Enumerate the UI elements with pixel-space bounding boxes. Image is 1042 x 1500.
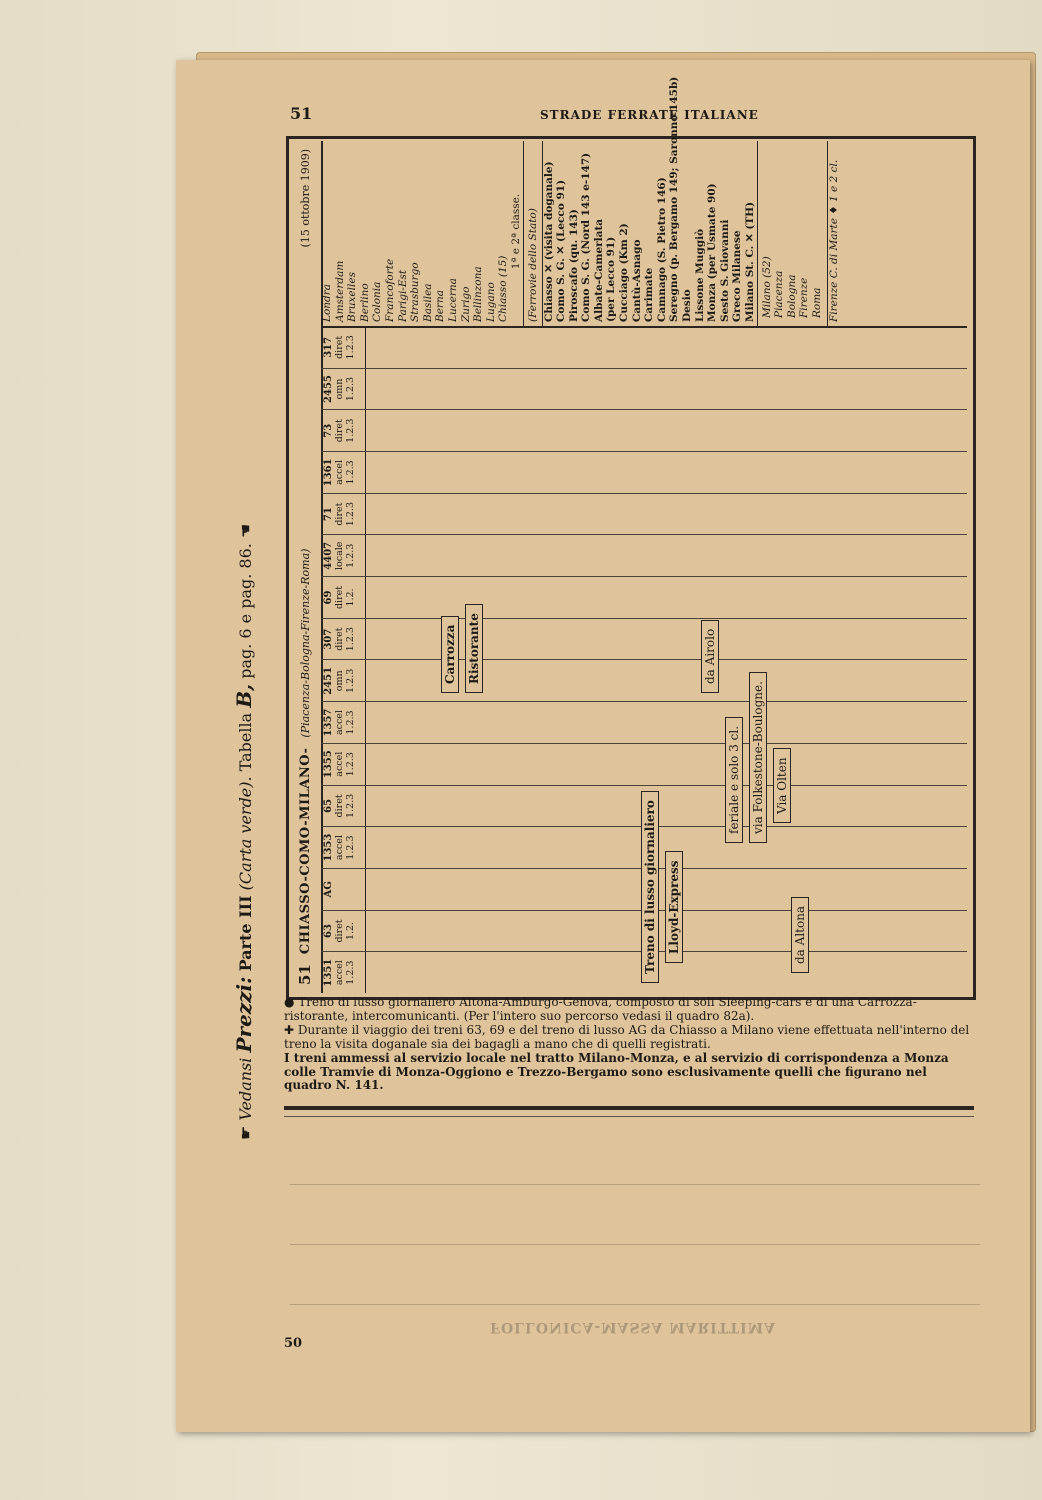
banner-ristorante: Ristorante [465, 604, 483, 693]
page-number-bottom: 50 [284, 1336, 303, 1351]
station-name: Strasburgo [409, 262, 422, 322]
station-name: Lucerna [446, 278, 459, 322]
page-ref: pag. 6 e pag. 86. [236, 543, 255, 679]
train-header: 1351 accel 1.2.3 [321, 951, 365, 993]
class-note: 1ª e 2ª classe. [509, 193, 522, 270]
station-name: Cantù-Asnago [630, 239, 643, 322]
station-name: Bellinzona [472, 266, 485, 322]
station-name: Piacenza [773, 270, 786, 318]
parte: Parte III [236, 895, 255, 972]
station-name: (per Lecco 91) [605, 236, 618, 322]
ghost-title: FOLLONICA-MASSA MARITTIMA [490, 1319, 776, 1335]
time-column [365, 409, 967, 451]
station-name: Bruxelles [346, 272, 359, 322]
time-column [365, 368, 967, 410]
note-feriale: feriale e solo 3 cl. [725, 717, 743, 843]
prezzi: Prezzi: [232, 976, 256, 1053]
station-name: Piroscafo (qu. 143) [567, 209, 580, 322]
train-header: 73 diret 1.2.3 [321, 409, 365, 451]
train-header: 1353 accel 1.2.3 [321, 826, 365, 868]
station-name: Carimate [643, 267, 656, 322]
note-airolo: da Airolo [701, 620, 719, 693]
station-name: Lissone Muggiò [693, 228, 706, 322]
station-name: Bologna [785, 274, 798, 318]
banner-lloyd: Lloyd-Express [665, 851, 683, 963]
footnotes [284, 996, 974, 1094]
station-name: Firenze [798, 277, 811, 318]
note-olten: Via Olten [773, 748, 791, 823]
onward-stations [757, 141, 828, 326]
time-column [365, 326, 967, 368]
station-name: Seregno (p. Bergamo 149; Saronno 145b) [668, 76, 681, 322]
station-name: Chiasso ✕ (visita doganale) [542, 161, 555, 322]
route-subtitle: (Piacenza-Bologna-Firenze-Roma) [298, 548, 312, 738]
train-header: 69 diret 1.2. [321, 576, 365, 618]
train-header: 71 diret 1.2.3 [321, 493, 365, 535]
train-header: 1361 accel 1.2.3 [321, 451, 365, 493]
station-name: Albate-Camerlata [592, 218, 605, 322]
note-3: I treni ammessi al servizio locale nel tratto Milano-Monza, e al servizio di corrispondenza a Monza colle Tramvie di Monza-Oggiono e Trezzo-Bergamo sono esclusivamente quelli che figurano nel quadro N. 141. [284, 1051, 949, 1092]
time-column [365, 451, 967, 493]
station-name: Berna [434, 290, 447, 322]
station-name: Berlino [358, 283, 371, 322]
station-name: Como S. G. (Nord 143 e-147) [580, 152, 593, 322]
tabella-b: B, [232, 683, 256, 708]
divider-thick [284, 1106, 974, 1110]
running-header: STRADE FERRATE ITALIANE [540, 108, 759, 122]
bleed-through-previous-page [290, 1125, 980, 1365]
station-name: Zurigo [459, 286, 472, 322]
note-1: ● Treno di lusso giornaliero Altona-Amburgo-Genova, composto di soli Sleeping-cars e di una Carrozza-ristorante, intercomunicanti. (Per l'intero suo percorso vedasi il quadro 82a). [284, 995, 917, 1023]
carta-verde: (Carta verde). [236, 776, 255, 891]
station-name: Lugano [484, 282, 497, 322]
times-grid [321, 326, 967, 993]
train-header: 63 diret 1.2. [321, 910, 365, 952]
note-altona: da Altona [791, 897, 809, 973]
station-name: Como S. G. ✕ (Lecco 91) [555, 179, 568, 322]
station-name: Chiasso (15) [497, 255, 510, 322]
station-name: Amsterdam [333, 260, 346, 322]
foreign-stations [321, 141, 510, 326]
note-2: ✚ Durante il viaggio dei treni 63, 69 e del treno di lusso AG da Chiasso a Milano viene effettuata nell'interno del treno la visita doganale sia dei bagagli a mano che di quelli registrati. [284, 1023, 970, 1051]
ghost-rule [290, 1184, 980, 1185]
train-header: 65 diret 1.2.3 [321, 785, 365, 827]
station-name: Sesto S. Giovanni [718, 219, 731, 322]
note-folkestone: via Folkestone-Boulogne. [749, 672, 767, 843]
section-title: (Ferrovie dello Stato) [523, 141, 543, 326]
train-header: 307 diret 1.2.3 [321, 618, 365, 660]
time-column [365, 785, 967, 827]
banner-treno-lusso: Treno di lusso giornaliero [641, 791, 659, 983]
page-number-top: 51 [290, 104, 313, 123]
station-name: Londra [321, 283, 333, 322]
station-name: Desio [681, 289, 694, 322]
table-number: 51 [296, 964, 314, 985]
station-name: Parigi-Est [396, 269, 409, 322]
station-name: Roma [810, 287, 823, 318]
time-column [365, 576, 967, 618]
banner-carrozza: Carrozza [441, 616, 459, 693]
train-header: AG [321, 868, 365, 910]
onward-note: Firenze C. di Marte ♦ 1 e 2 cl. [827, 159, 840, 322]
train-header: 2451 omn 1.2.3 [321, 660, 365, 702]
train-header: 1355 accel 1.2.3 [321, 743, 365, 785]
timetable-title-row [289, 141, 323, 993]
station-name: Greco Milanese [731, 230, 744, 322]
hand-pointer-icon: ☛ [236, 1125, 255, 1140]
ghost-rule [290, 1304, 980, 1305]
station-name: Colonia [371, 281, 384, 322]
ghost-rule [290, 1244, 980, 1245]
hand-pointer-icon-2: ☚ [236, 523, 255, 539]
price-reference-line [232, 180, 272, 1140]
time-column [365, 534, 967, 576]
station-name: Milano (52) [760, 256, 773, 318]
tabella: Tabella [236, 712, 255, 772]
table-date: (15 ottobre 1909) [298, 149, 312, 248]
train-header: 4407 locale 1.2.3 [321, 534, 365, 576]
train-headers [321, 326, 366, 993]
time-column [365, 701, 967, 743]
station-name: Milano St. C. ✕ (TH) [744, 201, 756, 322]
station-name: Francoforte [383, 258, 396, 322]
station-name: Basilea [421, 283, 434, 322]
station-name: Camnago (S. Pietro 146) [655, 177, 668, 322]
train-header: 2455 omn 1.2.3 [321, 368, 365, 410]
time-column [365, 743, 967, 785]
time-column [365, 493, 967, 535]
route-title: CHIASSO-COMO-MILANO- [297, 747, 313, 955]
train-header: 1357 accel 1.2.3 [321, 701, 365, 743]
divider-thin [284, 1116, 974, 1117]
station-name: Monza (per Usmate 90) [706, 183, 719, 322]
station-name: Cucciago (Km 2) [618, 223, 631, 322]
train-header: 317 diret 1.2.3 [321, 326, 365, 368]
vedansi: Vedansi [236, 1057, 255, 1121]
